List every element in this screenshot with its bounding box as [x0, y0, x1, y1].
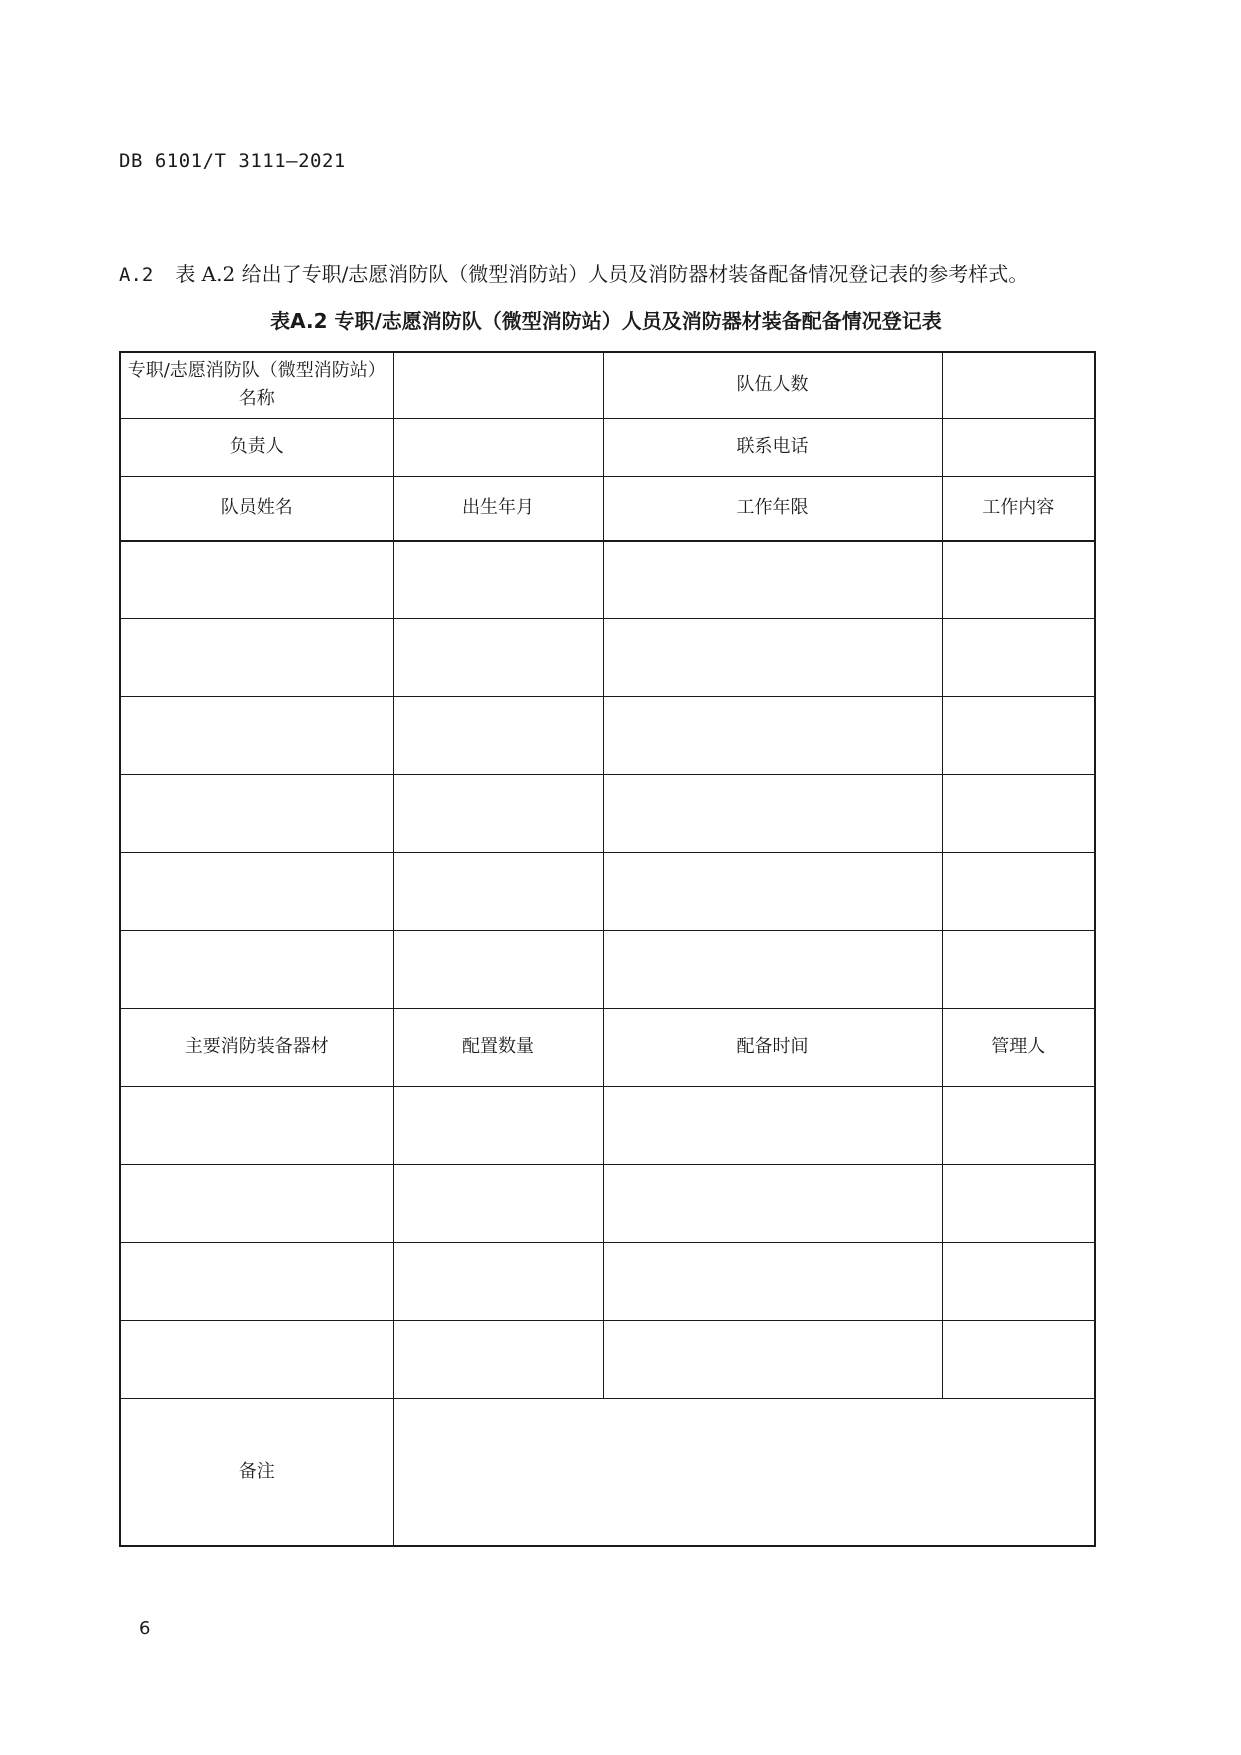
equipment-cell[interactable]: [120, 1242, 393, 1320]
equipment-header-date: 配备时间: [603, 1008, 942, 1086]
member-row: [120, 930, 1095, 1008]
phone-label: 联系电话: [603, 418, 942, 476]
member-cell[interactable]: [603, 541, 942, 618]
member-cell[interactable]: [120, 618, 393, 696]
team-size-label: 队伍人数: [603, 352, 942, 418]
team-name-cell[interactable]: [393, 352, 603, 418]
table-title: 表A.2 专职/志愿消防队（微型消防站）人员及消防器材装备配备情况登记表: [270, 309, 942, 333]
equipment-header-manager: 管理人: [942, 1008, 1095, 1086]
member-row: [120, 541, 1095, 618]
page-number: 6: [139, 1618, 151, 1639]
phone-cell[interactable]: [942, 418, 1095, 476]
member-cell[interactable]: [942, 774, 1095, 852]
equipment-cell[interactable]: [942, 1320, 1095, 1398]
equipment-cell[interactable]: [603, 1086, 942, 1164]
intro-paragraph: [119, 258, 1028, 287]
intro-text: 表 A.2 给出了专职/志愿消防队（微型消防站）人员及消防器材装备配备情况登记表的参考样式。: [175, 262, 1029, 286]
leader-row: [120, 418, 1095, 476]
member-cell[interactable]: [393, 618, 603, 696]
team-name-label: [120, 352, 393, 418]
member-row: [120, 774, 1095, 852]
member-header-name: 队员姓名: [120, 476, 393, 541]
member-row: [120, 852, 1095, 930]
equipment-cell[interactable]: [120, 1086, 393, 1164]
team-size-cell[interactable]: [942, 352, 1095, 418]
equipment-cell[interactable]: [393, 1320, 603, 1398]
member-cell[interactable]: [603, 852, 942, 930]
equipment-row: [120, 1242, 1095, 1320]
member-cell[interactable]: [393, 774, 603, 852]
member-cell[interactable]: [120, 930, 393, 1008]
equipment-cell[interactable]: [393, 1164, 603, 1242]
member-cell[interactable]: [603, 618, 942, 696]
equipment-row: [120, 1086, 1095, 1164]
member-cell[interactable]: [120, 541, 393, 618]
equipment-cell[interactable]: [603, 1320, 942, 1398]
equipment-cell[interactable]: [942, 1086, 1095, 1164]
member-cell[interactable]: [942, 618, 1095, 696]
member-cell[interactable]: [942, 852, 1095, 930]
member-cell[interactable]: [942, 541, 1095, 618]
member-cell[interactable]: [120, 696, 393, 774]
member-cell[interactable]: [393, 930, 603, 1008]
equipment-cell[interactable]: [393, 1086, 603, 1164]
member-row: [120, 696, 1095, 774]
remarks-label: 备注: [120, 1398, 393, 1546]
equipment-cell[interactable]: [393, 1242, 603, 1320]
member-header-years: 工作年限: [603, 476, 942, 541]
team-name-label-line1: 专职/志愿消防队（微型消防站）: [127, 360, 386, 382]
equipment-cell[interactable]: [942, 1164, 1095, 1242]
leader-label: 负责人: [120, 418, 393, 476]
member-cell[interactable]: [942, 930, 1095, 1008]
member-header-birth: 出生年月: [393, 476, 603, 541]
equipment-header-row: [120, 1008, 1095, 1086]
clause-number: A.2: [119, 264, 154, 286]
member-header-row: [120, 476, 1095, 541]
member-cell[interactable]: [603, 930, 942, 1008]
member-cell[interactable]: [393, 852, 603, 930]
member-cell[interactable]: [393, 541, 603, 618]
team-name-row: [120, 352, 1095, 418]
equipment-cell[interactable]: [942, 1242, 1095, 1320]
equipment-header-quantity: 配置数量: [393, 1008, 603, 1086]
remarks-cell[interactable]: [393, 1398, 1095, 1546]
equipment-cell[interactable]: [120, 1164, 393, 1242]
equipment-header-item: 主要消防装备器材: [120, 1008, 393, 1086]
member-cell[interactable]: [942, 696, 1095, 774]
equipment-row: [120, 1164, 1095, 1242]
equipment-cell[interactable]: [603, 1164, 942, 1242]
member-header-duty: 工作内容: [942, 476, 1095, 541]
equipment-cell[interactable]: [603, 1242, 942, 1320]
equipment-cell[interactable]: [120, 1320, 393, 1398]
leader-cell[interactable]: [393, 418, 603, 476]
member-row: [120, 618, 1095, 696]
document-code: DB 6101/T 3111—2021: [119, 150, 346, 172]
remarks-row: [120, 1398, 1095, 1546]
team-name-label-line2: 名称: [238, 388, 275, 410]
member-cell[interactable]: [393, 696, 603, 774]
registration-table: [119, 351, 1096, 1547]
member-cell[interactable]: [603, 774, 942, 852]
member-cell[interactable]: [120, 852, 393, 930]
member-cell[interactable]: [120, 774, 393, 852]
equipment-row: [120, 1320, 1095, 1398]
member-cell[interactable]: [603, 696, 942, 774]
